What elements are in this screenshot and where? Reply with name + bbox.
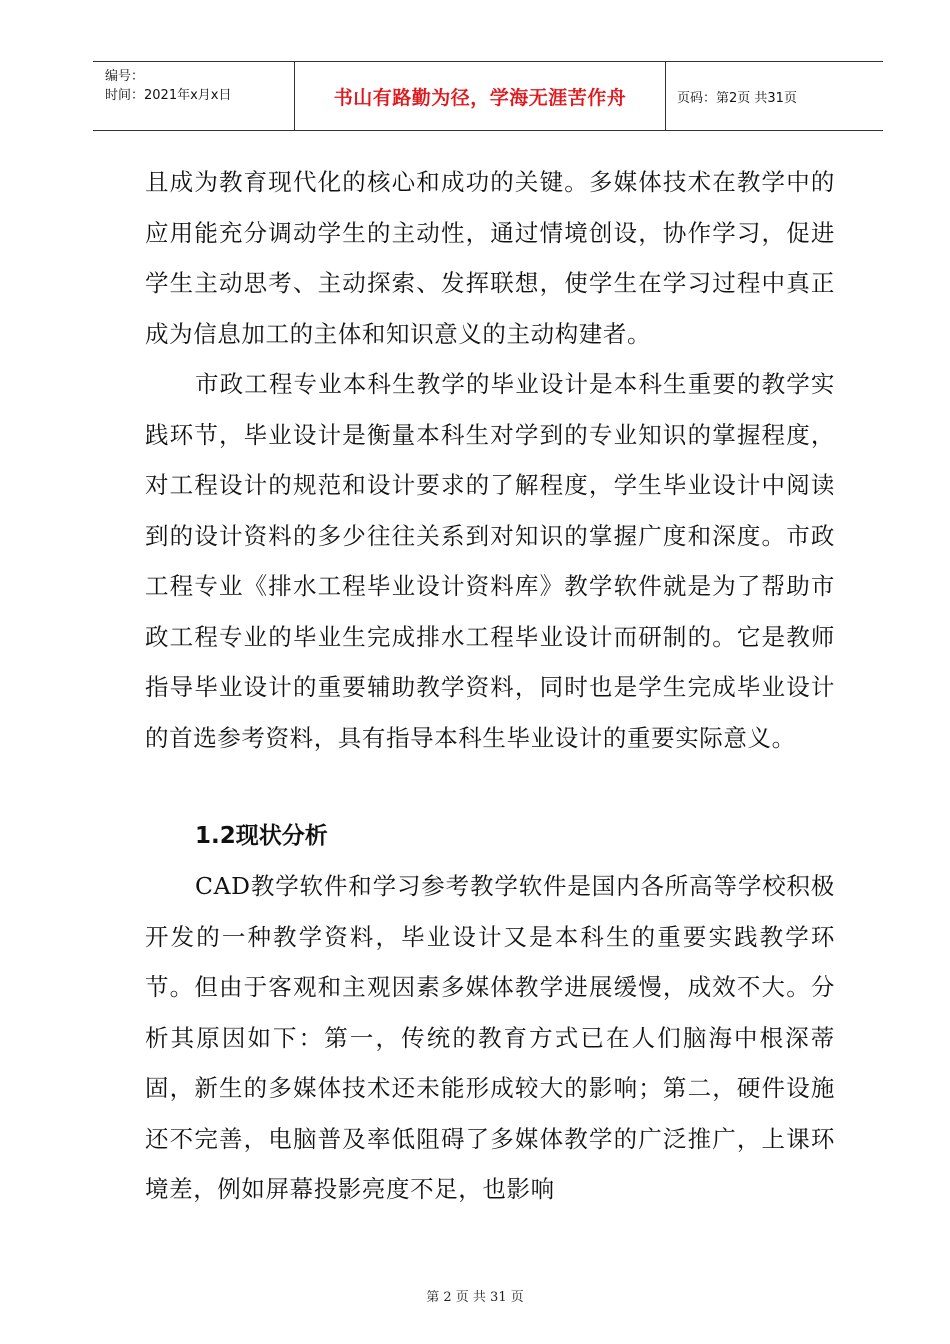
- document-number-label: 编号：: [105, 69, 145, 84]
- document-body: [145, 157, 835, 1215]
- paragraph-3: CAD教学软件和学习参考教学软件是国内各所高等学校积极开发的一种教学资料，毕业设计又是本科生的重要实践教学环节。但由于客观和主观因素多媒体教学进展缓慢，成效不大。分析其原因如下：第一，传统的教育方式已在人们脑海中根深蒂固，新生的多媒体技术还未能形成较大的影响；第二，硬件设施还不完善，电脑普及率低阻碍了多媒体教学的广泛推广，上课环境差，例如屏幕投影亮度不足，也影响: [145, 872, 835, 1203]
- paragraph-1: 且成为教育现代化的核心和成功的关键。多媒体技术在教学中的应用能充分调动学生的主动性，通过情境创设，协作学习，促进学生主动思考、主动探索、发挥联想，使学生在学习过程中真正成为信息加工的主体和知识意义的主动构建者。: [145, 168, 835, 348]
- document-time-label: 时间：2021年x月x日: [105, 88, 232, 103]
- section-heading: 1.2现状分析: [195, 823, 328, 849]
- header-page-info: 页码：第2页 共31页: [677, 90, 797, 106]
- section-spacer: [145, 763, 835, 811]
- header-motto-cell: [294, 62, 666, 130]
- paragraph-2: 市政工程专业本科生教学的毕业设计是本科生重要的教学实践环节，毕业设计是衡量本科生对学到的专业知识的掌握程度，对工程设计的规范和设计要求的了解程度，学生毕业设计中阅读到的设计资料的多少往往关系到对知识的掌握广度和深度。市政工程专业《排水工程毕业设计资料库》教学软件就是为了帮助市政工程专业的毕业生完成排水工程毕业设计而研制的。它是教师指导毕业设计的重要辅助教学资料，同时也是学生完成毕业设计的首选参考资料，具有指导本科生毕业设计的重要实际意义。: [145, 370, 835, 752]
- page-footer: 第 2 页 共 31 页: [426, 1290, 524, 1305]
- page-header: [93, 61, 883, 131]
- header-motto: 书山有路勤为径，学海无涯苦作舟: [333, 86, 627, 109]
- header-meta: [93, 62, 294, 130]
